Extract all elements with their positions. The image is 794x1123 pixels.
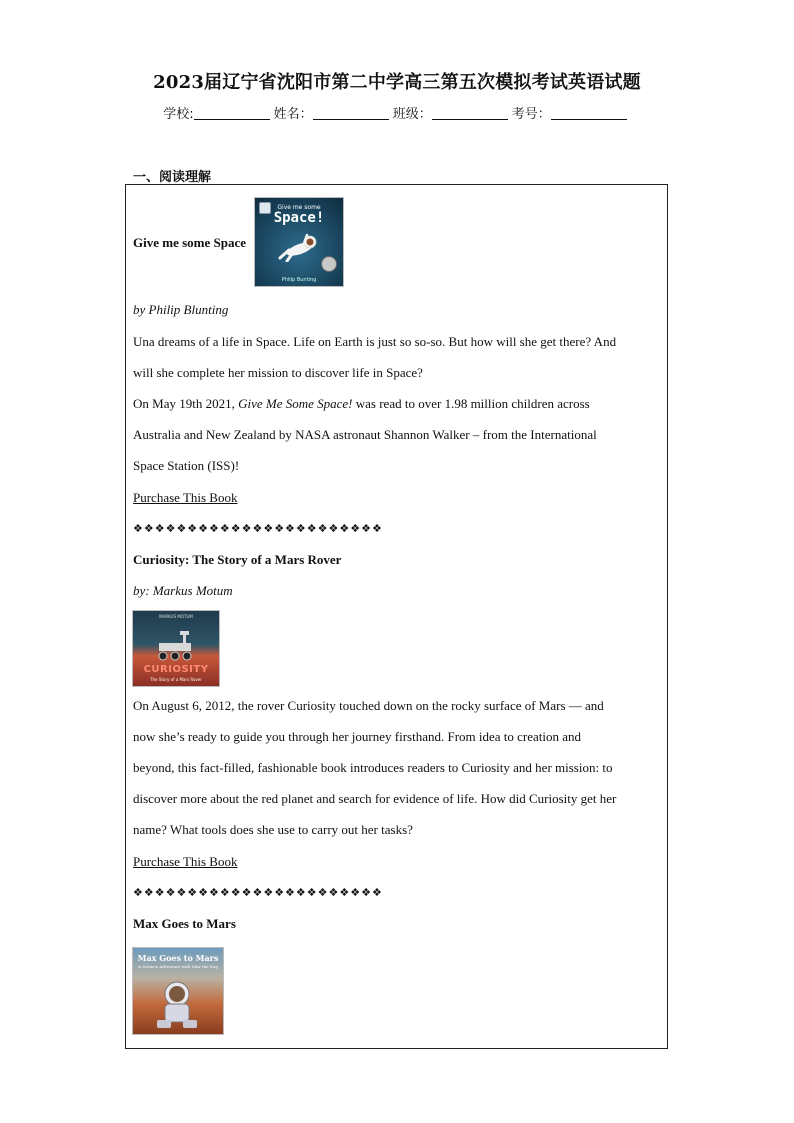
class-label: 班级： (392, 107, 432, 122)
book2-cover-title: CURIOSITY (143, 664, 209, 675)
book2-cover-image (133, 611, 219, 686)
book1-para2-line2: Australia and New Zealand by NASA astronaut Shannon Walker – from the International (133, 427, 597, 442)
book1-author: by Philip Blunting (133, 302, 229, 317)
class-blank[interactable] (432, 107, 508, 120)
book1-para2-pre: On May 19th 2021, (133, 396, 239, 411)
school-label: 学校: (163, 107, 194, 122)
book1-cover-title: Space! (273, 210, 325, 226)
book3-cover-subtitle: A Science Adventure with Max the Dog (138, 964, 218, 969)
student-info-line (0, 103, 794, 122)
book1-para2-line3: Space Station (ISS)! (133, 458, 240, 473)
book1-cover-author: Philip Bunting (281, 277, 317, 283)
book2-cover-author: MARKUS MOTUM (159, 614, 193, 619)
name-blank[interactable] (313, 107, 389, 120)
school-blank[interactable] (194, 107, 270, 120)
book3-title: Max Goes to Mars (133, 916, 236, 931)
book2-line3: beyond, this fact-filled, fashionable book introduces readers to Curiosity and her mission: to (133, 760, 613, 775)
divider-1: ❖❖❖❖❖❖❖❖❖❖❖❖❖❖❖❖❖❖❖❖❖❖❖ (133, 522, 383, 535)
book3-cover-title: Max Goes to Mars (137, 953, 219, 963)
book1-para1-line2: will she complete her mission to discover life in Space? (133, 365, 423, 380)
book1-para2-post: was read to over 1.98 million children across (352, 396, 590, 411)
book2-cover-subtitle: The Story of a Mars Rover (150, 677, 202, 682)
book1-title: Give me some Space (133, 235, 247, 250)
exam-no-label: 考号： (511, 107, 551, 122)
book3-cover-image (133, 948, 223, 1034)
seal-icon (321, 256, 337, 272)
book2-purchase-link[interactable]: Purchase This Book (133, 854, 238, 869)
page-title: 2023届辽宁省沈阳市第二中学高三第五次模拟考试英语试题 (153, 72, 641, 93)
book2-author: by: Markus Motum (133, 583, 233, 598)
section-heading: 一、阅读理解 (133, 170, 212, 185)
book1-para2-line1 (133, 396, 590, 412)
name-label: 姓名： (273, 107, 313, 122)
divider-2: ❖❖❖❖❖❖❖❖❖❖❖❖❖❖❖❖❖❖❖❖❖❖❖ (133, 886, 383, 899)
book1-para1-line1: Una dreams of a life in Space. Life on Earth is just so so-so. But how will she get there? And (133, 334, 617, 349)
book2-line1: On August 6, 2012, the rover Curiosity touched down on the rocky surface of Mars — and (133, 698, 604, 713)
book1-para2-italic-title: Give Me Some Space! (238, 396, 353, 411)
book2-title: Curiosity: The Story of a Mars Rover (133, 552, 342, 567)
book2-line2: now she’s ready to guide you through her journey firsthand. From idea to creation and (133, 729, 582, 744)
exam-no-blank[interactable] (551, 107, 627, 120)
astronaut-icon (277, 232, 323, 262)
book2-line5: name? What tools does she use to carry out her tasks? (133, 822, 413, 837)
book1-cover-image (255, 198, 343, 286)
book1-cover-small-text: Give me some (277, 204, 321, 211)
dog-astronaut-icon (147, 976, 209, 1032)
mars-rover-icon (145, 631, 207, 663)
book1-purchase-link[interactable]: Purchase This Book (133, 490, 238, 505)
book2-line4: discover more about the red planet and search for evidence of life. How did Curiosity get her (133, 791, 617, 806)
